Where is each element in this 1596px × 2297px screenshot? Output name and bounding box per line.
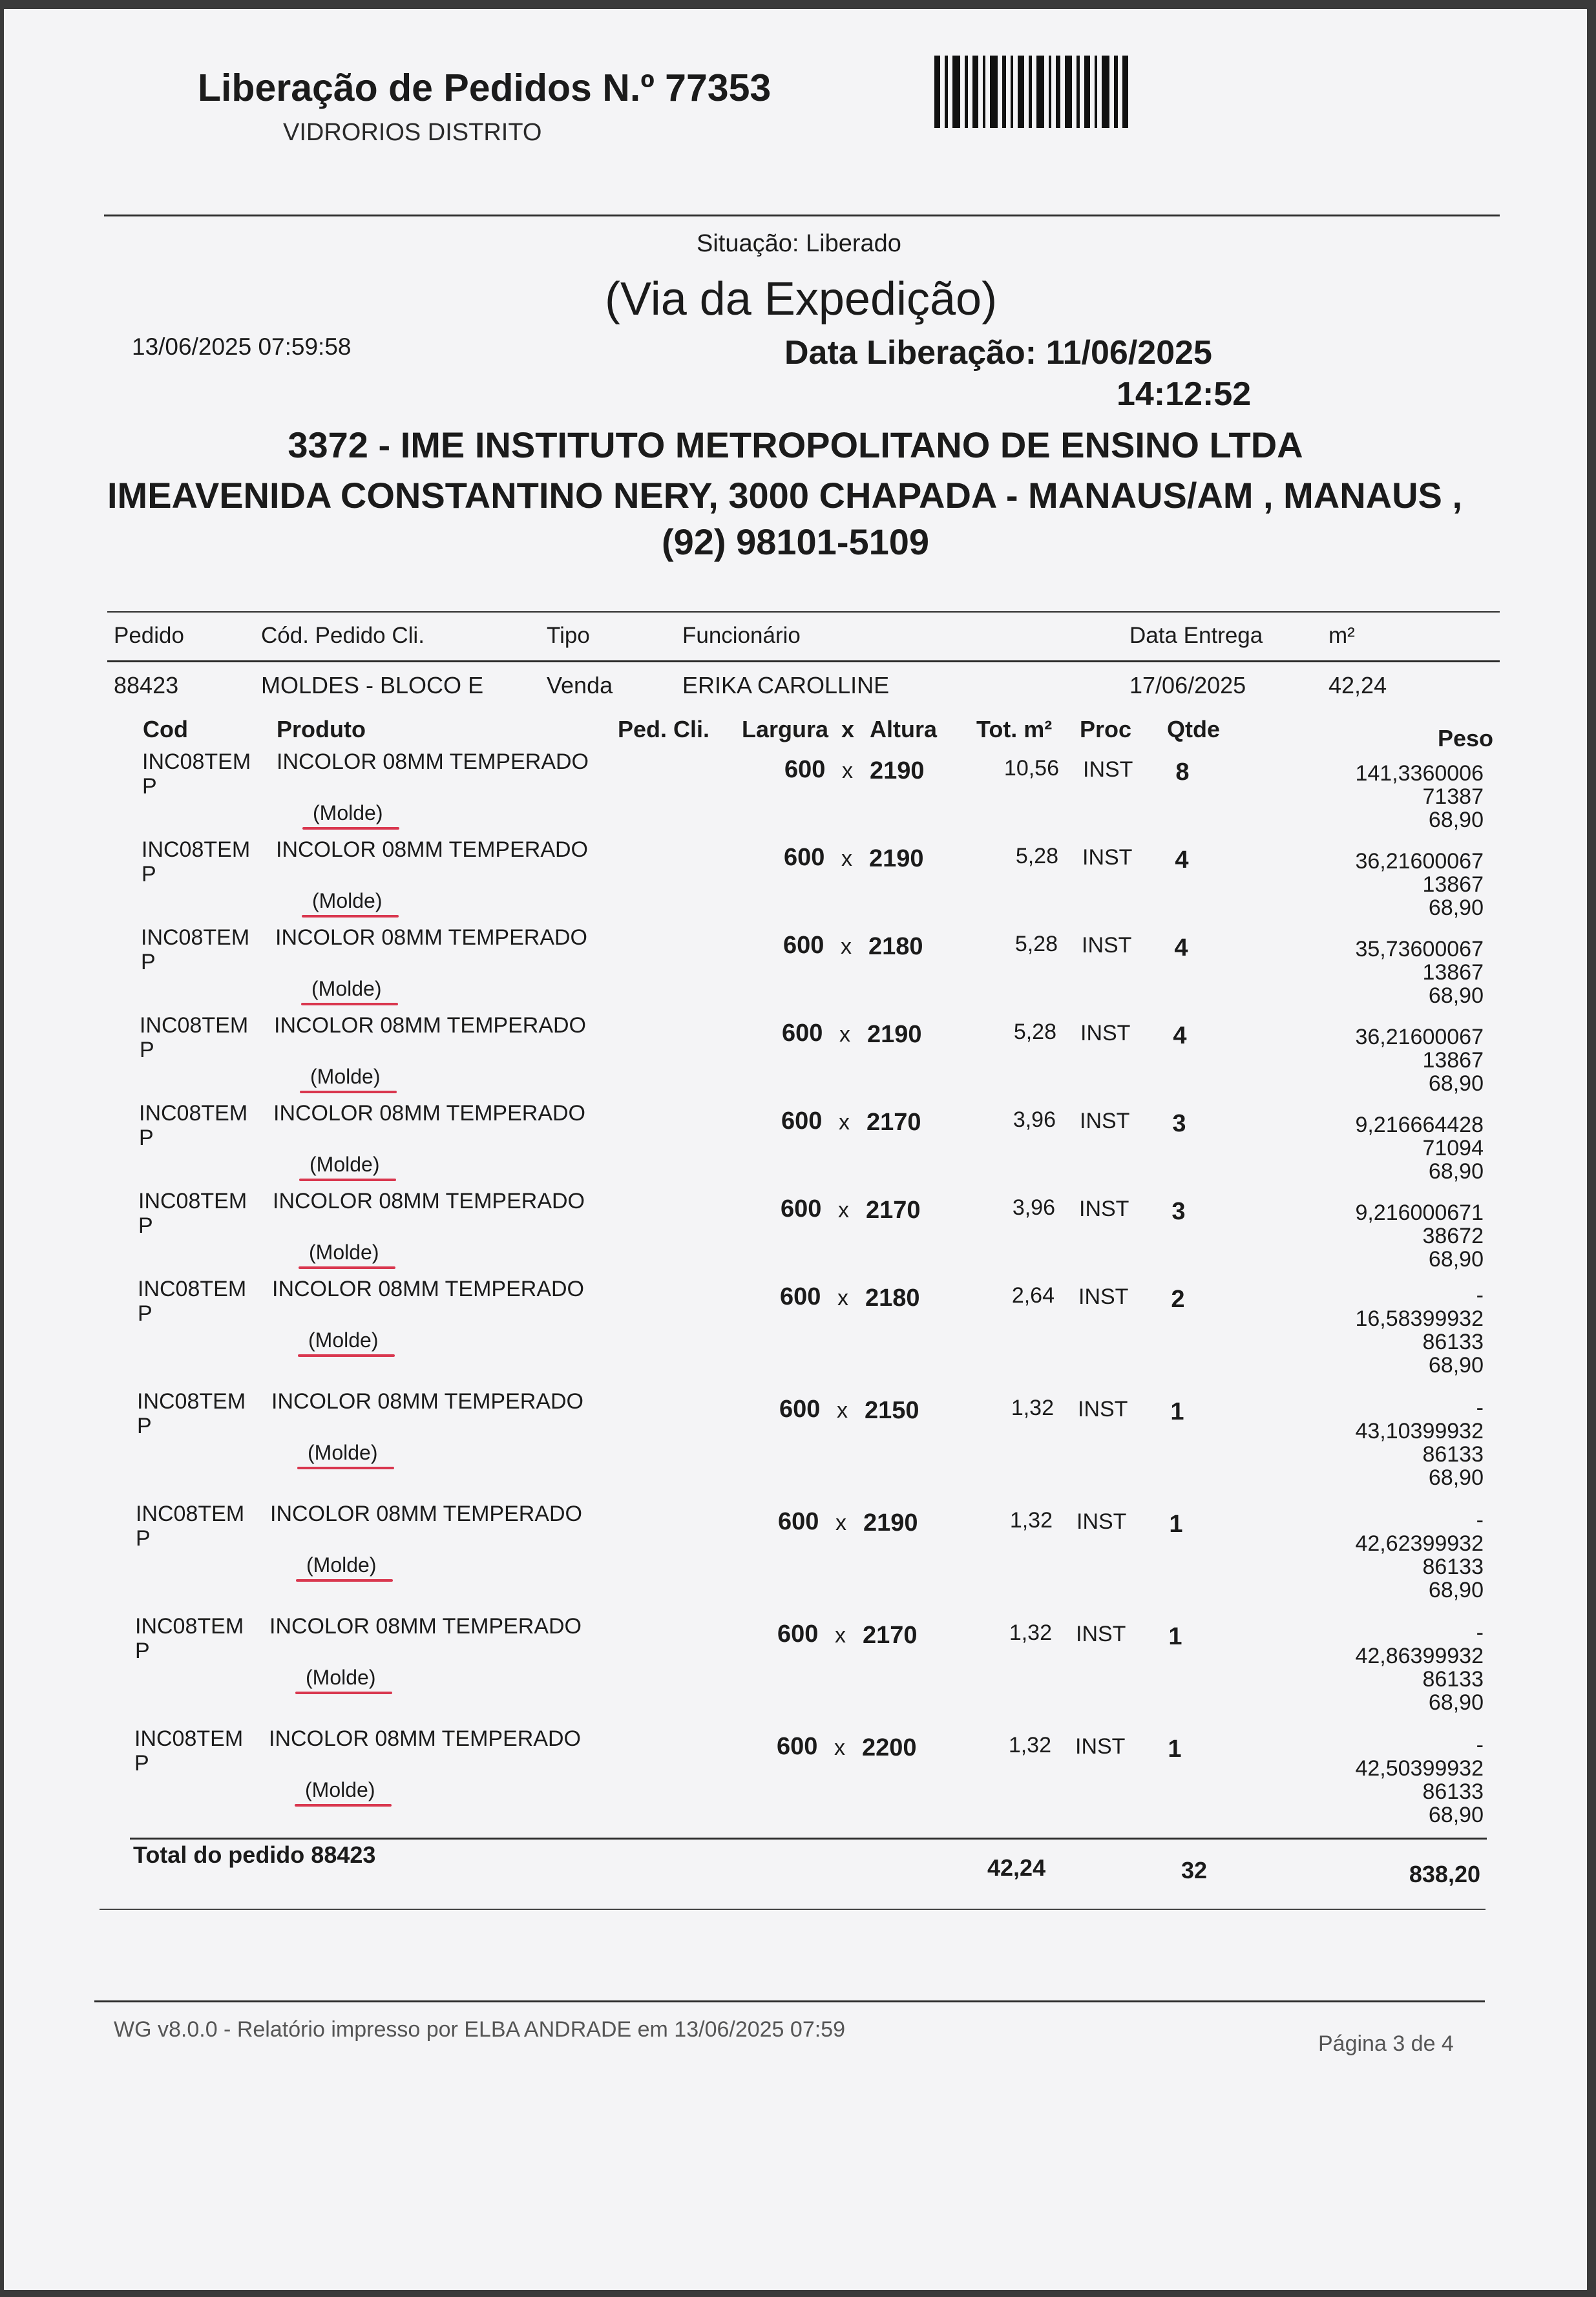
item-cod-suffix: P: [134, 1751, 149, 1776]
item-tot-m2: 10,56: [1003, 756, 1059, 781]
item-cod: INC08TEM: [140, 1013, 249, 1038]
item-peso-3: 68,90: [1428, 1803, 1484, 1827]
item-qtde: 3: [1171, 1198, 1186, 1225]
item-peso-2: 13867: [1422, 960, 1484, 985]
item-obs: (Molde): [308, 1441, 378, 1464]
item-cod: INC08TEM: [135, 1614, 244, 1639]
item-cod-suffix: P: [137, 1414, 152, 1438]
item-largura: 600: [777, 1733, 818, 1760]
item-proc: INST: [1080, 1109, 1130, 1133]
item-largura: 600: [780, 1283, 821, 1310]
item-produto: INCOLOR 08MM TEMPERADO: [270, 1502, 583, 1526]
item-obs: (Molde): [305, 1778, 375, 1801]
item-produto: INCOLOR 08MM TEMPERADO: [273, 1189, 585, 1213]
item-x: x: [842, 759, 853, 783]
item-produto: INCOLOR 08MM TEMPERADO: [277, 750, 589, 774]
item-peso-3: 68,90: [1428, 1353, 1484, 1378]
item-peso-2: 86133: [1422, 1779, 1484, 1804]
item-qtde: 8: [1175, 759, 1190, 786]
handwritten-underline: [296, 1579, 393, 1582]
item-cod-suffix: P: [138, 1301, 152, 1326]
barcode: [934, 56, 1183, 128]
item-cod: INC08TEM: [137, 1389, 246, 1414]
item-cod-suffix: P: [142, 774, 157, 799]
company-name: VIDRORIOS DISTRITO: [283, 119, 542, 146]
item-peso-2: 86133: [1422, 1442, 1484, 1467]
item-peso-3: 68,90: [1428, 1071, 1484, 1096]
item-peso-3: 68,90: [1428, 1465, 1484, 1490]
item-peso-3: 68,90: [1428, 1578, 1484, 1602]
item-proc: INST: [1078, 1285, 1129, 1309]
item-tot-m2: 5,28: [1014, 932, 1058, 956]
order-header-tipo: Tipo: [547, 623, 590, 648]
item-peso-3: 68,90: [1428, 1247, 1484, 1272]
footer-printed-by: WG v8.0.0 - Relatório impresso por ELBA ANDRADE em 13/06/2025 07:59: [114, 2017, 845, 2042]
item-qtde: 2: [1171, 1286, 1185, 1313]
item-cod: INC08TEM: [141, 925, 250, 950]
item-produto: INCOLOR 08MM TEMPERADO: [271, 1389, 584, 1414]
item-peso-1: 9,216000671: [1355, 1201, 1484, 1225]
item-obs: (Molde): [311, 977, 382, 1000]
order-header-cod-cli: Cód. Pedido Cli.: [261, 623, 425, 648]
item-proc: INST: [1076, 1509, 1127, 1534]
item-qtde: 3: [1172, 1110, 1186, 1137]
items-header-altura: Altura: [870, 716, 938, 742]
handwritten-underline: [301, 1003, 398, 1005]
item-proc: INST: [1076, 1622, 1126, 1646]
item-proc: INST: [1082, 845, 1133, 870]
item-largura: 600: [781, 1107, 823, 1135]
client-phone: (92) 98101-5109: [661, 521, 930, 562]
item-largura: 600: [778, 1508, 819, 1535]
item-altura: 2170: [866, 1197, 921, 1224]
item-peso-3: 68,90: [1428, 808, 1484, 832]
top-divider: [104, 215, 1500, 216]
item-proc: INST: [1079, 1197, 1129, 1221]
item-peso-2: 71094: [1422, 1136, 1484, 1160]
item-proc: INST: [1083, 757, 1133, 782]
item-peso-1: 16,58399932: [1355, 1306, 1484, 1331]
item-produto: INCOLOR 08MM TEMPERADO: [276, 837, 589, 862]
item-peso-1: 42,62399932: [1355, 1531, 1484, 1556]
item-largura: 600: [779, 1396, 821, 1423]
item-obs: (Molde): [306, 1553, 377, 1577]
total-m2: 42,24: [987, 1854, 1046, 1881]
handwritten-underline: [300, 1091, 397, 1093]
item-x: x: [834, 1736, 845, 1760]
item-cod-suffix: P: [139, 1126, 154, 1150]
handwritten-underline: [302, 915, 399, 918]
items-header-tot-m2: Tot. m²: [976, 716, 1053, 742]
item-produto: INCOLOR 08MM TEMPERADO: [273, 1101, 586, 1126]
item-tot-m2: 3,96: [1013, 1107, 1056, 1132]
total-qtde: 32: [1181, 1857, 1208, 1883]
footer-rule-top: [100, 1909, 1486, 1910]
item-x: x: [838, 1198, 849, 1222]
item-peso-1: 42,50399932: [1355, 1756, 1484, 1781]
item-peso-2: 13867: [1422, 1048, 1484, 1073]
total-peso: 838,20: [1409, 1861, 1480, 1887]
item-cod: INC08TEM: [134, 1726, 244, 1751]
item-peso-2: 86133: [1422, 1330, 1484, 1354]
item-qtde: 4: [1175, 846, 1189, 874]
item-cod: INC08TEM: [139, 1101, 248, 1126]
item-tot-m2: 2,64: [1011, 1283, 1055, 1308]
items-header-proc: Proc: [1080, 716, 1132, 742]
item-cod: INC08TEM: [138, 1277, 247, 1301]
item-largura: 600: [784, 756, 826, 783]
order-header-bottom-rule: [107, 660, 1500, 662]
item-tot-m2: 3,96: [1012, 1195, 1055, 1220]
items-header-qtde: Qtde: [1167, 716, 1221, 742]
item-qtde: 1: [1168, 1736, 1182, 1763]
item-obs: (Molde): [308, 1328, 379, 1352]
release-date: Data Liberação: 11/06/2025: [784, 334, 1212, 372]
item-qtde: 1: [1169, 1511, 1183, 1538]
item-peso-sign: -: [1476, 1620, 1484, 1645]
item-peso-sign: -: [1476, 1733, 1484, 1757]
copy-type: (Via da Expedição): [605, 273, 998, 325]
item-altura: 2180: [865, 1285, 920, 1312]
item-peso-sign: -: [1476, 1283, 1484, 1308]
item-produto: INCOLOR 08MM TEMPERADO: [274, 1013, 587, 1038]
items-header-cod: Cod: [143, 716, 188, 742]
item-qtde: 1: [1170, 1398, 1184, 1425]
footer-rule: [94, 2000, 1485, 2002]
status-label: Situação: Liberado: [697, 230, 901, 257]
item-tot-m2: 1,32: [1009, 1620, 1052, 1645]
item-peso-1: 42,86399932: [1355, 1644, 1484, 1668]
order-tipo: Venda: [547, 672, 613, 698]
handwritten-underline: [302, 827, 399, 830]
item-x: x: [841, 846, 852, 871]
item-altura: 2190: [870, 757, 925, 784]
order-cod-cli: MOLDES - BLOCO E: [261, 672, 484, 698]
item-obs: (Molde): [313, 801, 383, 824]
item-altura: 2190: [867, 1021, 922, 1048]
item-altura: 2170: [866, 1109, 921, 1136]
item-peso-1: 36,21600067: [1355, 1025, 1484, 1049]
order-header-funcionario: Funcionário: [682, 623, 801, 648]
item-peso-2: 86133: [1422, 1555, 1484, 1579]
item-qtde: 1: [1168, 1623, 1182, 1650]
item-produto: INCOLOR 08MM TEMPERADO: [272, 1277, 585, 1301]
item-qtde: 4: [1173, 1022, 1187, 1049]
order-header-pedido: Pedido: [114, 623, 184, 648]
item-x: x: [839, 1110, 850, 1135]
item-largura: 600: [783, 932, 824, 959]
item-cod: INC08TEM: [142, 750, 251, 774]
item-x: x: [837, 1286, 848, 1310]
item-largura: 600: [782, 1020, 823, 1047]
item-peso-2: 71387: [1422, 784, 1484, 809]
document-sheet: [4, 9, 1587, 2290]
item-proc: INST: [1075, 1734, 1126, 1759]
item-x: x: [841, 934, 852, 959]
items-header-x: x: [841, 716, 855, 742]
item-obs: (Molde): [310, 1065, 381, 1088]
item-x: x: [835, 1623, 846, 1648]
item-proc: INST: [1078, 1397, 1128, 1421]
item-produto: INCOLOR 08MM TEMPERADO: [269, 1726, 582, 1751]
item-obs: (Molde): [312, 889, 383, 912]
item-tot-m2: 5,28: [1013, 1020, 1056, 1044]
total-label: Total do pedido 88423: [133, 1841, 376, 1868]
item-proc: INST: [1082, 933, 1132, 958]
order-pedido: 88423: [114, 672, 179, 698]
item-tot-m2: 5,28: [1015, 844, 1058, 868]
item-produto: INCOLOR 08MM TEMPERADO: [269, 1614, 582, 1639]
item-tot-m2: 1,32: [1008, 1733, 1051, 1757]
item-cod: INC08TEM: [138, 1189, 247, 1213]
item-tot-m2: 1,32: [1011, 1396, 1054, 1420]
items-header-peso: Peso: [1437, 725, 1493, 751]
item-peso-2: 38672: [1422, 1224, 1484, 1248]
order-header-m2: m²: [1328, 623, 1355, 648]
item-altura: 2190: [869, 845, 924, 872]
items-header-largura: Largura: [742, 716, 829, 742]
footer-page-number: Página 3 de 4: [1318, 2031, 1454, 2056]
client-name: 3372 - IME INSTITUTO METROPOLITANO DE ENSINO LTDA: [288, 425, 1303, 465]
item-cod-suffix: P: [142, 862, 156, 886]
item-cod-suffix: P: [135, 1639, 150, 1663]
item-altura: 2200: [862, 1734, 917, 1761]
item-altura: 2150: [865, 1397, 919, 1424]
item-peso-1: 35,73600067: [1355, 937, 1484, 961]
item-altura: 2180: [868, 933, 923, 960]
order-header-data-entrega: Data Entrega: [1129, 623, 1263, 648]
item-x: x: [839, 1022, 850, 1047]
item-peso-sign: -: [1476, 1508, 1484, 1533]
item-altura: 2190: [863, 1509, 918, 1537]
item-produto: INCOLOR 08MM TEMPERADO: [275, 925, 588, 950]
item-cod-suffix: P: [136, 1526, 151, 1551]
client-address: IMEAVENIDA CONSTANTINO NERY, 3000 CHAPADA - MANAUS/AM , MANAUS ,: [107, 475, 1463, 516]
handwritten-underline: [299, 1179, 396, 1181]
item-peso-1: 9,216664428: [1355, 1113, 1484, 1137]
item-peso-3: 68,90: [1428, 896, 1484, 920]
item-x: x: [835, 1511, 846, 1535]
item-peso-1: 43,10399932: [1355, 1419, 1484, 1443]
order-m2: 42,24: [1328, 672, 1387, 698]
handwritten-underline: [297, 1467, 394, 1469]
handwritten-underline: [295, 1692, 392, 1694]
item-obs: (Molde): [310, 1153, 380, 1176]
item-x: x: [837, 1398, 848, 1423]
item-peso-3: 68,90: [1428, 1159, 1484, 1184]
item-peso-2: 13867: [1422, 872, 1484, 897]
item-peso-1: 36,21600067: [1355, 849, 1484, 874]
item-largura: 600: [784, 844, 825, 871]
item-largura: 600: [781, 1195, 822, 1222]
item-qtde: 4: [1174, 934, 1188, 961]
items-header-ped-cli: Ped. Cli.: [618, 716, 710, 742]
print-datetime: 13/06/2025 07:59:58: [132, 333, 352, 360]
item-obs: (Molde): [306, 1666, 376, 1689]
handwritten-underline: [298, 1354, 395, 1357]
item-cod-suffix: P: [141, 950, 156, 974]
item-peso-sign: -: [1476, 1396, 1484, 1420]
document-title: Liberação de Pedidos N.º 77353: [198, 67, 772, 109]
item-peso-2: 86133: [1422, 1667, 1484, 1692]
item-tot-m2: 1,32: [1009, 1508, 1053, 1533]
items-header-produto: Produto: [277, 716, 366, 742]
item-cod-suffix: P: [140, 1038, 154, 1062]
order-data-entrega: 17/06/2025: [1129, 672, 1246, 698]
item-cod: INC08TEM: [136, 1502, 245, 1526]
item-largura: 600: [777, 1620, 819, 1648]
item-obs: (Molde): [309, 1241, 379, 1264]
item-peso-3: 68,90: [1428, 983, 1484, 1008]
total-rule: [130, 1838, 1487, 1840]
release-time: 14:12:52: [1117, 375, 1252, 413]
item-cod-suffix: P: [138, 1213, 153, 1238]
handwritten-underline: [299, 1266, 395, 1269]
item-peso-1: 141,3360006: [1355, 761, 1484, 786]
item-peso-3: 68,90: [1428, 1690, 1484, 1715]
handwritten-underline: [295, 1804, 392, 1807]
item-cod: INC08TEM: [142, 837, 251, 862]
item-altura: 2170: [863, 1622, 918, 1649]
order-header-top-rule: [107, 611, 1500, 613]
item-proc: INST: [1080, 1021, 1131, 1045]
order-funcionario: ERIKA CAROLLINE: [682, 672, 890, 698]
